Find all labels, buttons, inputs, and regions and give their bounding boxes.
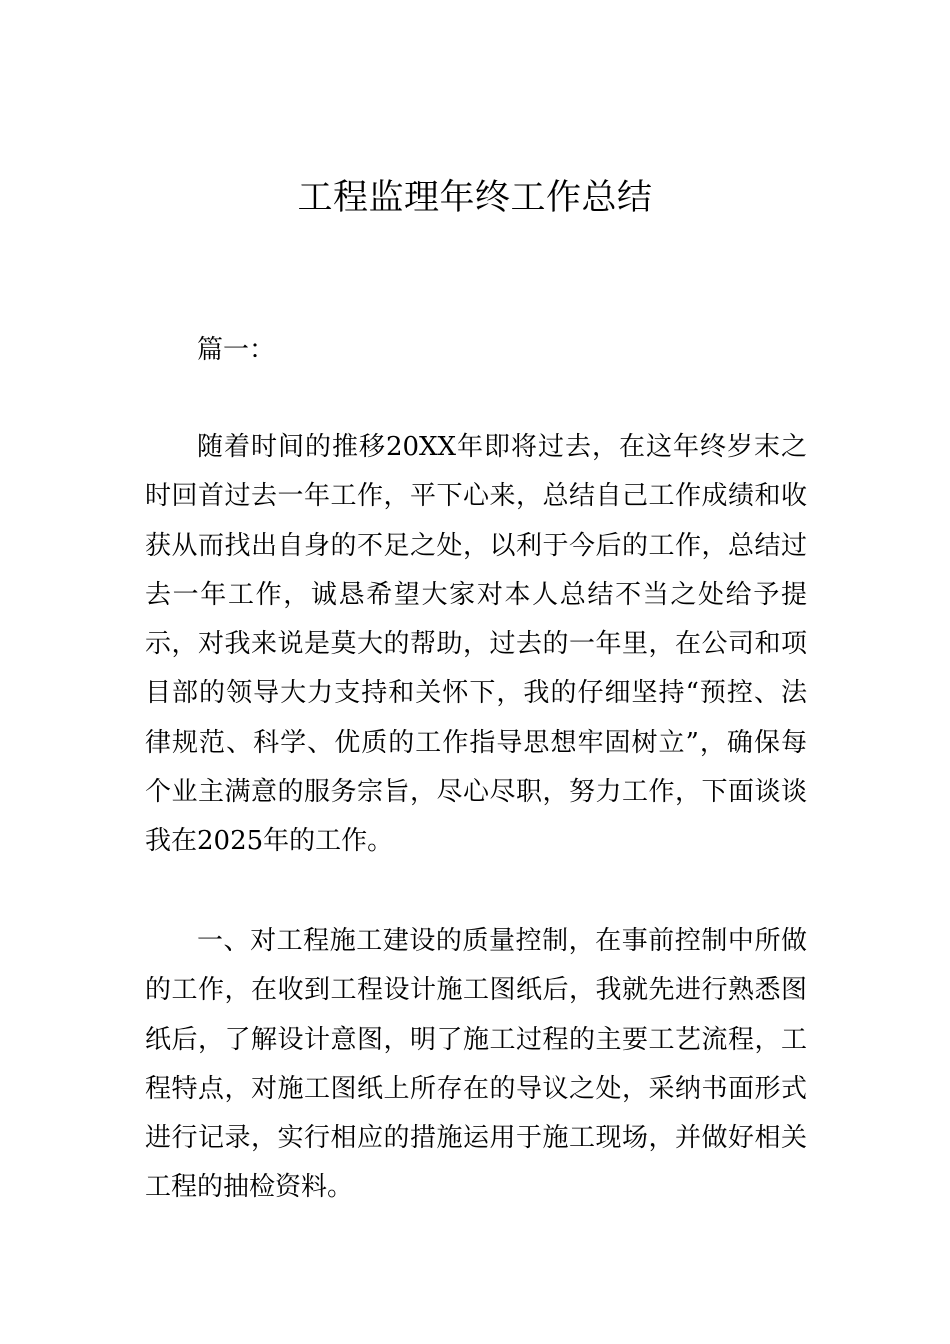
document-title: 工程监理年终工作总结 (297, 178, 653, 218)
paragraph-intro: 随着时间的推移20XX年即将过去，在这年终岁末之时回首过去一年工作，平下心来，总结自己工作成绩和收获从而找出自身的不足之处，以利于今后的工作，总结过去一年工作，诚恳希望大家对本人总结不当之处给予提示，对我来说是莫大的帮助，过去的一年里，在公司和项目部的领导大力支持和关怀下，我的仔细坚持“预控、法律规范、科学、优质的工作指导思想牢固树立”，确保每个业主满意的服务宗旨，尽心尽职，努力工作，下面谈谈我在2025年的工作。 (145, 432, 807, 857)
paragraph-quality-control: 一、对工程施工建设的质量控制，在事前控制中所做的工作，在收到工程设计施工图纸后，我就先进行熟悉图纸后，了解设计意图，明了施工过程的主要工艺流程，工程特点，对施工图纸上所存在的导议之处，采纳书面形式进行记录，实行相应的措施运用于施工现场，并做好相关工程的抽检资料。 (145, 926, 807, 1203)
section-heading: 篇一： (197, 335, 276, 365)
